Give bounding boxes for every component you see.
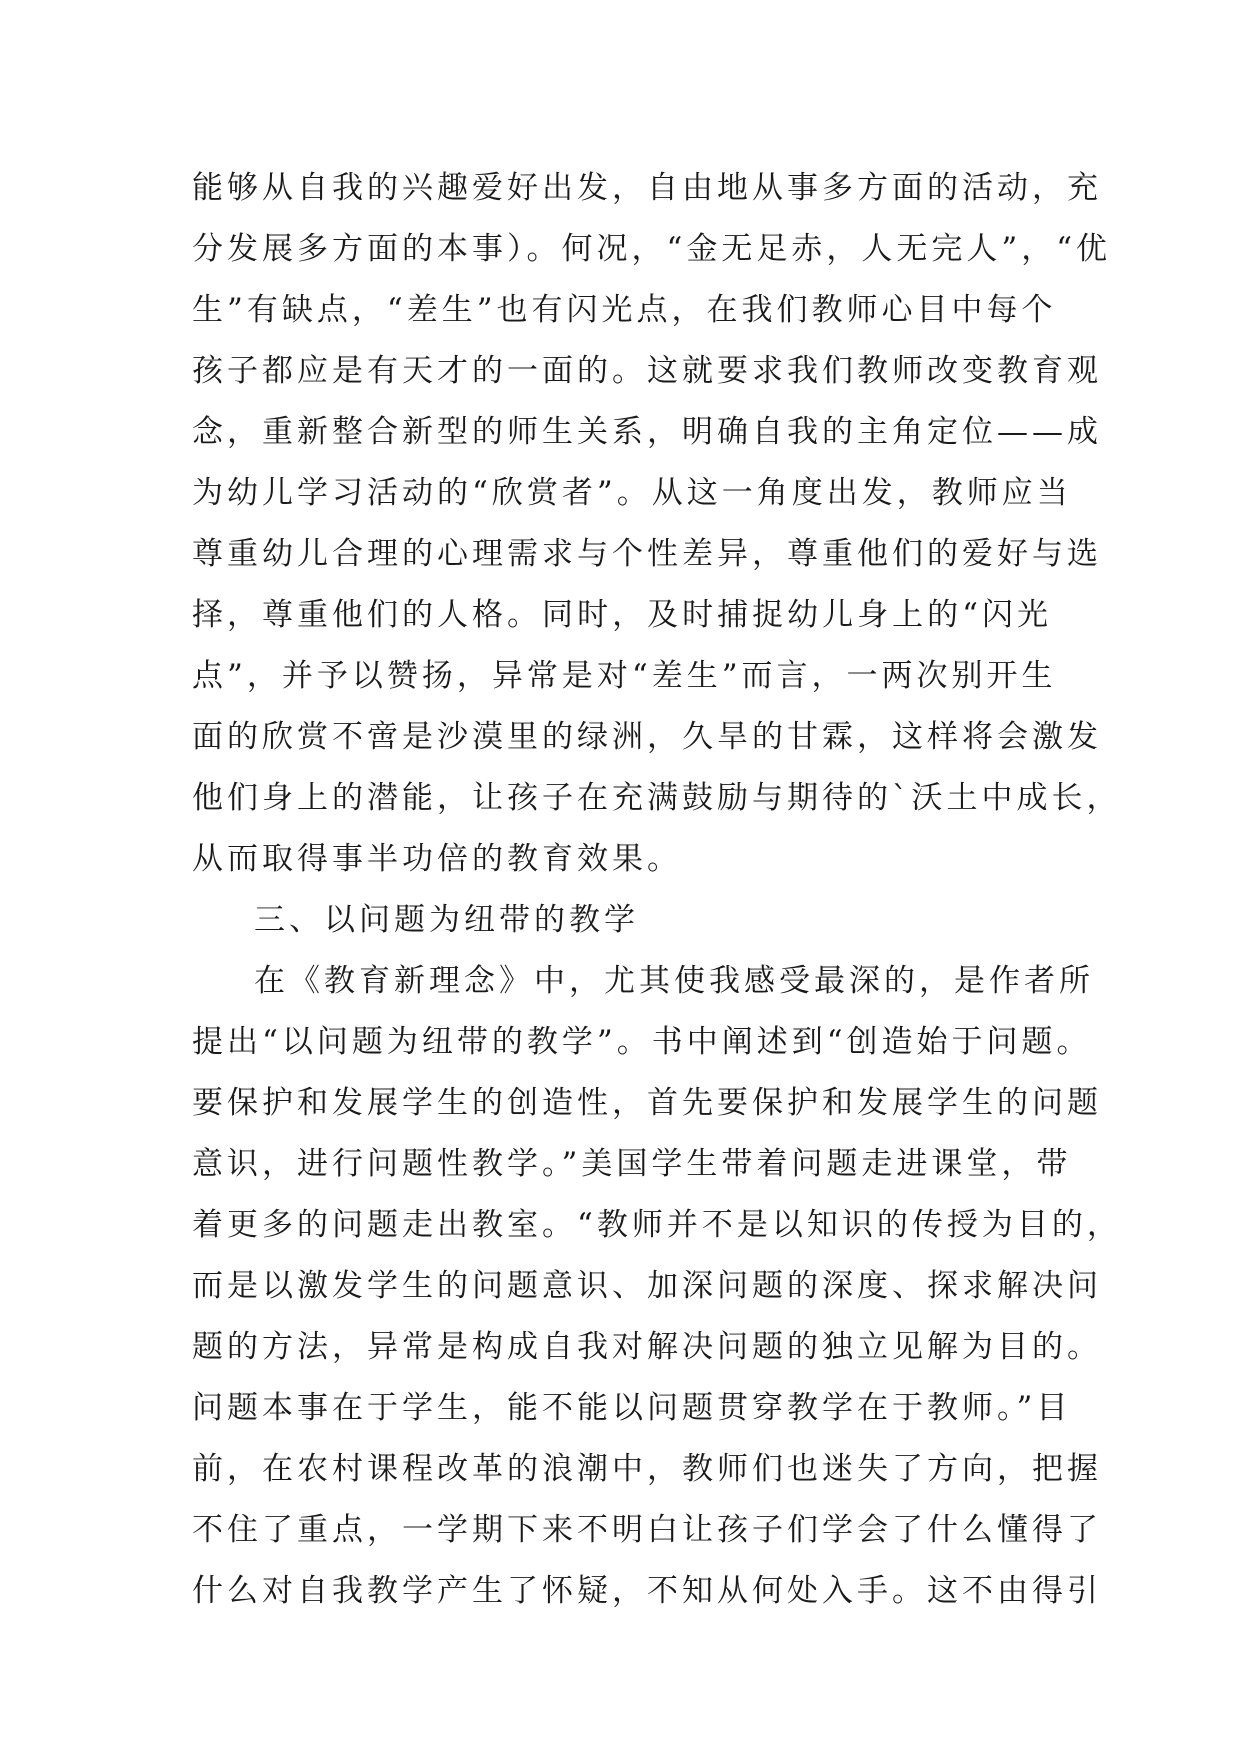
text-line: 生”有缺点，“差生”也有闪光点，在我们教师心目中每个	[192, 292, 1057, 328]
text-line: 分发展多方面的本事）。何况，“金无足赤，人无完人”，“优	[192, 231, 1112, 267]
text-line: 为幼儿学习活动的“欣赏者”。从这一角度出发，教师应当	[192, 475, 1072, 511]
text-line: 问题本事在于学生，能不能以问题贯穿教学在于教师。”目	[192, 1390, 1072, 1426]
section-heading: 三、以问题为纽带的教学	[254, 902, 639, 938]
text-line: 念，重新整合新型的师生关系，明确自我的主角定位——成	[192, 414, 1102, 450]
text-line: 尊重幼儿合理的心理需求与个性差异，尊重他们的爱好与选	[192, 536, 1102, 572]
text-line: 而是以激发学生的问题意识、加深问题的深度、探求解决问	[192, 1268, 1102, 1304]
text-line: 前，在农村课程改革的浪潮中，教师们也迷失了方向，把握	[192, 1451, 1102, 1487]
text-line: 什么对自我教学产生了怀疑，不知从何处入手。这不由得引	[192, 1573, 1102, 1609]
paragraph-last-line: 从而取得事半功倍的教育效果。	[192, 841, 682, 877]
text-line: 孩子都应是有天才的一面的。这就要求我们教师改变教育观	[192, 353, 1102, 389]
text-line: 择，尊重他们的人格。同时，及时捕捉幼儿身上的“闪光	[192, 597, 1052, 633]
body-text	[192, 158, 1122, 1622]
text-line: 面的欣赏不啻是沙漠里的绿洲，久旱的甘霖，这样将会激发	[192, 719, 1102, 755]
text-line: 意识，进行问题性教学。”美国学生带着问题走进课堂，带	[192, 1146, 1072, 1182]
text-line: 题的方法，异常是构成自我对解决问题的独立见解为目的。	[192, 1329, 1102, 1365]
text-line: 提出“以问题为纽带的教学”。书中阐述到“创造始于问题。	[192, 1024, 1092, 1060]
paragraph-first-line: 在《教育新理念》中，尤其使我感受最深的，是作者所	[254, 963, 1094, 999]
text-line: 他们身上的潜能，让孩子在充满鼓励与期待的`沃土中成长，	[192, 780, 1122, 816]
text-line: 点”，并予以赞扬，异常是对“差生”而言，一两次别开生	[192, 658, 1057, 694]
text-line: 要保护和发展学生的创造性，首先要保护和发展学生的问题	[192, 1085, 1102, 1121]
text-line: 不住了重点，一学期下来不明白让孩子们学会了什么懂得了	[192, 1512, 1102, 1548]
text-line: 着更多的问题走出教室。“教师并不是以知识的传授为目的，	[192, 1207, 1122, 1243]
text-line: 能够从自我的兴趣爱好出发，自由地从事多方面的活动，充	[192, 170, 1102, 206]
